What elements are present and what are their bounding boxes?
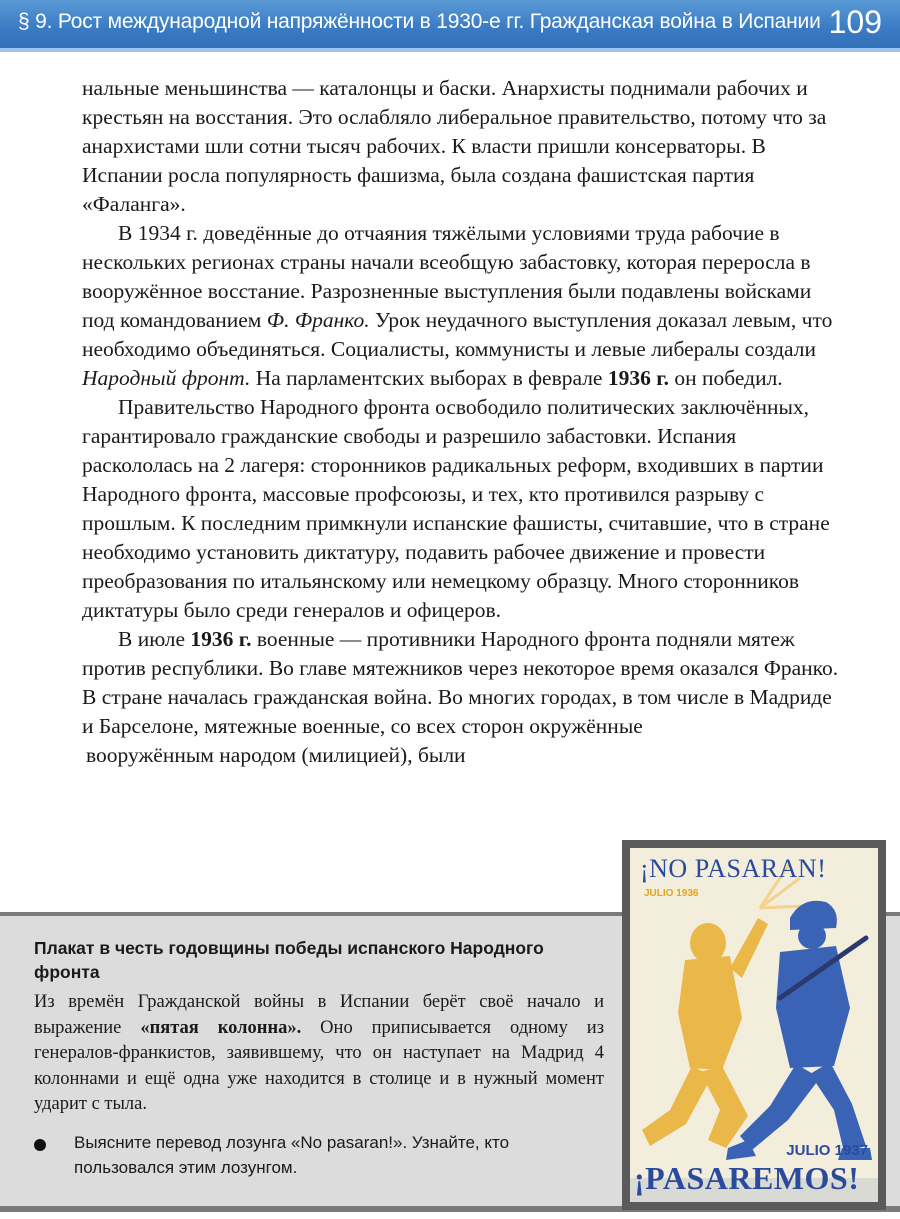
text-run: Из времён Гражданской войны в Испании берёт своё начало и выражение [34, 992, 604, 1038]
page-header [0, 0, 900, 52]
text-run: В июле [118, 627, 191, 651]
paragraph-5: вооружённым народом (милицией), были [86, 743, 466, 767]
term-popular-front: Народный фронт. [82, 366, 251, 390]
text-run: Урок неудачного выступления доказал левым, что необходимо объединяться. Социалисты, коммунисты и левые либералы создали [82, 308, 833, 361]
text-run: На парламентских выборах в феврале [250, 366, 608, 390]
poster-date-bottom: JULIO 1937 [786, 1142, 868, 1159]
text-run: он победил. [668, 366, 783, 390]
year-bold: 1936 г. [607, 366, 669, 390]
page-number: 109 [828, 4, 882, 40]
text-run: военные — противники Народного фронта подняли мятеж против республики. Во главе мятежников через некоторое время оказался Франко. В стране началась гражданская война. Во многих городах, в том числе в Мадриде и Барселоне, мятежные военные, со всех сторон окружённые [82, 627, 839, 738]
poster-caption-body [34, 990, 604, 1118]
text-run: Оно приписывается одному из генералов-франкистов, заявившему, что он наступает на Мадрид 4 колоннами и ещё одна уже находится в столице и в нужный момент ударит с тыла. [34, 1017, 605, 1114]
task-text: Выясните перевод лозунга «No pasaran!». Узнайте, кто пользовался этим лозунгом. [74, 1133, 510, 1177]
text-run: В 1934 г. доведённые до отчаяния тяжёлыми условиями труда рабочие в нескольких регионах страны начали всеобщую забастовку, которая переросла в вооружённое восстание. Разрозненные выступления были подавлены войсками под командованием [82, 221, 812, 332]
poster-top-slogan: ¡NO PASARAN! [640, 854, 827, 883]
task-item [34, 1131, 604, 1180]
poster-caption-title: Плакат в честь годовщины победы испанского Народного фронта [34, 938, 544, 982]
paragraph-2 [82, 219, 842, 393]
bullet-icon [34, 1139, 46, 1151]
paragraph-1: нальные меньшинства — каталонцы и баски. Анархисты поднимали рабочих и крестьян на восстания. Это ослабляло либеральное правительство, потому что за анархистами шли сотни тысяч рабочих. К власти пришли консерваторы. В Испании росла популярность фашизма, была создана фашистская партия «Фаланга». [82, 76, 827, 216]
poster-image [630, 848, 878, 1202]
main-text [82, 74, 842, 770]
paragraph-3: Правительство Народного фронта освободило политических заключённых, гарантировало гражданские свободы и разрешило забастовки. Испания раскололась на 2 лагеря: сторонников радикальных реформ, входивших в партии Народного фронта, массовые профсоюзы, и тех, кто противился разрыву с прошлым. К последним примкнули испанские фашисты, считавшие, что в стране необходимо установить диктатуру, подавить рабочее движение и провести преобразования по итальянскому или немецкому образцу. Много сторонников диктатуры было среди генералов и офицеров. [82, 395, 830, 622]
poster-bottom-slogan: ¡PASAREMOS! [634, 1160, 860, 1196]
poster-date-top: JULIO 1936 [644, 888, 699, 899]
term-fifth-column: «пятая колонна». [140, 1017, 302, 1038]
year-bold: 1936 г. [190, 627, 252, 651]
person-name: Ф. Франко. [266, 308, 370, 332]
chapter-title: § 9. Рост международной напряжённости в 1930-е гг. Гражданская война в Испании [18, 10, 821, 33]
paragraph-4 [82, 625, 842, 741]
poster-image-frame [622, 840, 886, 1210]
